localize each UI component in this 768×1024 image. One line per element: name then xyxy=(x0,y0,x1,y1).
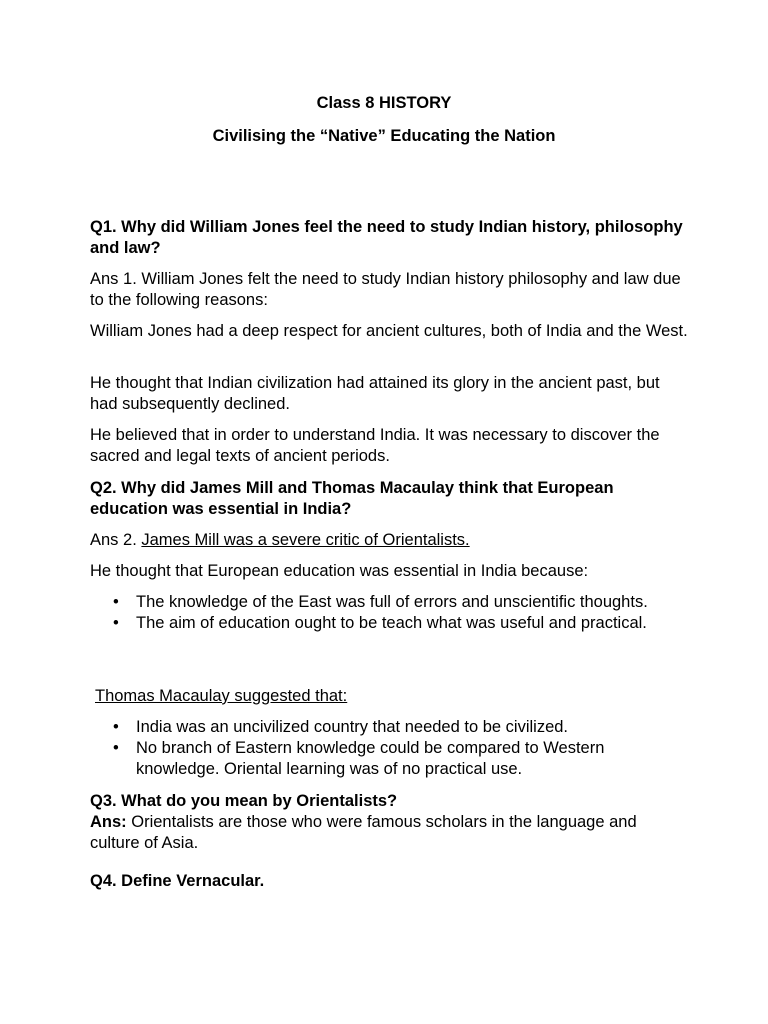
question-2: Q2. Why did James Mill and Thomas Macaulay think that European education was essential in India? xyxy=(90,479,614,518)
answer-2-line xyxy=(90,530,690,551)
chapter-title: Civilising the “Native” Educating the Nation xyxy=(212,127,556,145)
answer-1-intro: Ans 1. William Jones felt the need to study Indian history philosophy and law due to the following reasons: xyxy=(90,270,681,309)
list-item xyxy=(90,592,690,613)
answer-2-underlined: James Mill was a severe critic of Orientalists. xyxy=(141,531,470,549)
answer-1-point: William Jones had a deep respect for ancient cultures, both of India and the West. xyxy=(90,322,688,340)
answer-1-point: He thought that Indian civilization had attained its glory in the ancient past, but had subsequently declined. xyxy=(90,374,660,413)
answer-1-point: He believed that in order to understand India. It was necessary to discover the sacred and legal texts of ancient periods. xyxy=(90,426,660,465)
question-4: Q4. Define Vernacular. xyxy=(90,872,265,890)
list-item xyxy=(90,717,690,738)
mill-intro: He thought that European education was essential in India because: xyxy=(90,562,589,580)
answer-3-label: Ans: xyxy=(90,813,127,831)
list-item xyxy=(90,738,690,780)
answer-2-label: Ans 2. xyxy=(90,531,137,549)
bullet-icon: • xyxy=(113,739,119,757)
answer-3 xyxy=(90,812,690,854)
macaulay-bullet-list xyxy=(90,717,690,780)
class-title: Class 8 HISTORY xyxy=(316,94,452,112)
question-1: Q1. Why did William Jones feel the need to study Indian history, philosophy and law? xyxy=(90,218,683,257)
bullet-icon: • xyxy=(113,593,119,611)
bullet-icon: • xyxy=(113,614,119,632)
macaulay-heading xyxy=(95,686,347,707)
list-item-text: No branch of Eastern knowledge could be compared to Western knowledge. Oriental learning was of no practical use. xyxy=(136,739,605,778)
macaulay-heading-text: Thomas Macaulay suggested that: xyxy=(95,687,348,705)
list-item xyxy=(90,613,690,634)
question-3: Q3. What do you mean by Orientalists? xyxy=(90,792,398,810)
bullet-icon: • xyxy=(113,718,119,736)
list-item-text: The aim of education ought to be teach what was useful and practical. xyxy=(136,614,647,632)
mill-bullet-list xyxy=(90,592,690,634)
list-item-text: India was an uncivilized country that needed to be civilized. xyxy=(136,718,569,736)
answer-3-text: Orientalists are those who were famous scholars in the language and culture of Asia. xyxy=(90,813,637,852)
list-item-text: The knowledge of the East was full of errors and unscientific thoughts. xyxy=(136,593,648,611)
